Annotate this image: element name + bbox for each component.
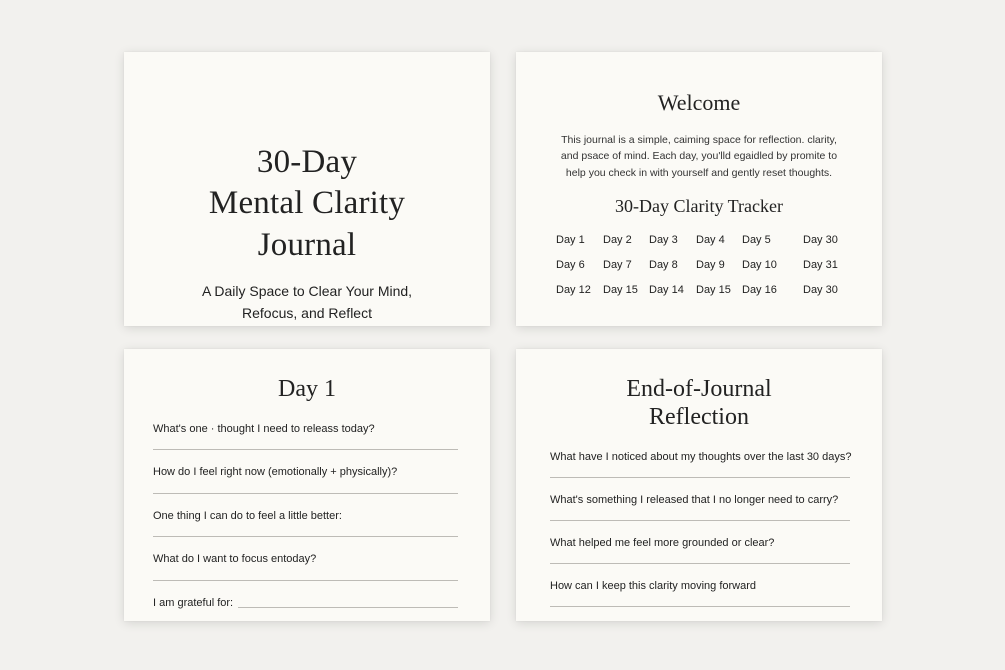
tracker-day[interactable]: Day 10 [742,259,777,271]
welcome-body-line-2: and psace of mind. Each day, you'lld egaidled by promite to [560,150,838,163]
reflection-title [516,376,882,431]
answer-line[interactable] [153,493,458,494]
answer-line[interactable] [550,520,850,521]
tracker-day[interactable]: Day 30 [803,284,838,296]
welcome-body-line-3: help you check in with yourself and gently reset thoughts. [565,166,833,179]
tracker-day[interactable]: Day 16 [742,284,777,296]
cover-title-line-2: Mental Clarity [208,185,406,222]
clarity-tracker-grid [556,234,856,314]
answer-line[interactable] [550,477,850,478]
tracker-day[interactable]: Day 4 [696,234,725,246]
cover-title-line-3: Journal [257,226,357,263]
cover-title-line-1: 30-Day [256,144,358,180]
reflection-prompt: What have I noticed about my thoughts over the last 30 days? [550,451,852,463]
cover-subtitle-line-1: A Daily Space to Clear Your Mind, [201,283,413,299]
welcome-body-line-1: This journal is a simple, caiming space for reflection. clarity, [561,134,837,146]
tracker-day[interactable]: Day 7 [603,259,632,271]
answer-line[interactable] [153,580,458,581]
reflection-title-line-1: End-of-Journal [626,376,772,402]
day-1-prompt: How do I feel right now (emotionally + physically)? [153,466,398,478]
tracker-day[interactable]: Day 15 [696,284,731,296]
day-1-prompt: I am grateful for: [153,597,234,609]
tracker-day[interactable]: Day 1 [556,234,585,246]
day-1-title: Day 1 [278,376,336,402]
day-1-prompt: What do I want to focus entoday? [153,553,317,565]
cover-title [124,142,490,266]
day-1-prompt: What's one · thought I need to releass today? [153,423,375,435]
day-1-prompt: One thing I can do to feel a little better: [153,510,342,522]
tracker-day[interactable]: Day 14 [649,284,684,296]
tracker-day[interactable]: Day 6 [556,259,585,271]
answer-line[interactable] [550,606,850,607]
day-1-page [124,349,490,621]
reflection-page [516,349,882,621]
tracker-day[interactable]: Day 3 [649,234,678,246]
reflection-prompt: What's something I released that I no longer need to carry? [550,494,839,506]
reflection-prompt: How can I keep this clarity moving forward [550,580,757,592]
tracker-title: 30-Day Clarity Tracker [615,196,783,216]
welcome-body [546,132,852,181]
welcome-title: Welcome [657,90,741,115]
cover-subtitle [154,281,460,324]
cover-subtitle-line-2: Refocus, and Reflect [242,304,372,321]
tracker-day[interactable]: Day 15 [603,284,638,296]
welcome-page [516,52,882,326]
tracker-day[interactable]: Day 12 [556,284,591,296]
tracker-day[interactable]: Day 30 [803,234,838,246]
reflection-prompt: What helped me feel more grounded or clear? [550,537,775,549]
tracker-day[interactable]: Day 2 [603,234,632,246]
answer-line[interactable] [550,563,850,564]
reflection-title-line-2: Reflection [649,403,749,430]
cover-page [124,52,490,326]
tracker-day[interactable]: Day 9 [696,259,725,271]
tracker-day[interactable]: Day 31 [803,259,838,271]
answer-line[interactable] [238,607,458,608]
answer-line[interactable] [153,536,458,537]
tracker-day[interactable]: Day 5 [742,234,771,246]
tracker-day[interactable]: Day 8 [649,259,678,271]
answer-line[interactable] [153,449,458,450]
